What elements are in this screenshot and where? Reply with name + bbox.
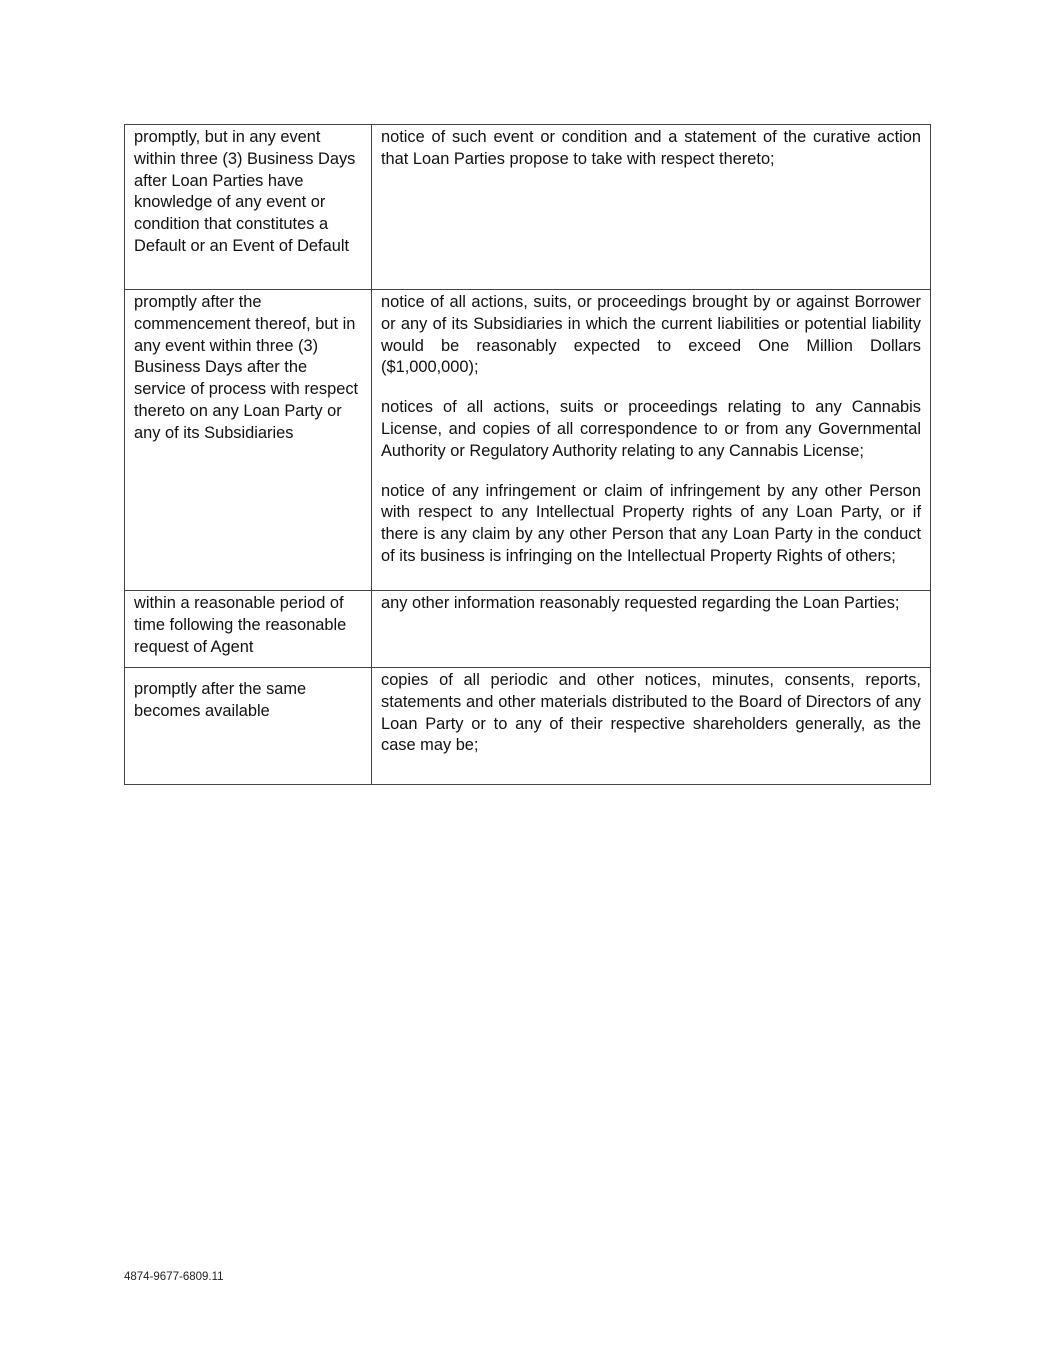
content-paragraph: notices of all actions, suits or proceedings relating to any Cannabis License, and copies of all correspondence to or from any Governmental Authority or Regulatory Authority relating to any Cannabis License; xyxy=(381,398,921,460)
table-row xyxy=(125,290,931,591)
content-cell xyxy=(372,125,931,290)
table-row xyxy=(125,668,931,785)
content-cell xyxy=(372,591,931,668)
content-cell xyxy=(372,668,931,785)
timing-cell: within a reasonable period of time following the reasonable request of Agent xyxy=(125,591,372,668)
content-paragraph: copies of all periodic and other notices, minutes, consents, reports, statements and other materials distributed to the Board of Directors of any Loan Party or to any of their respective shareholders generally, as the case may be; xyxy=(381,671,921,755)
document-id-footer: 4874-9677-6809.11 xyxy=(124,1271,224,1283)
reporting-requirements-table xyxy=(124,124,931,785)
table-row xyxy=(125,591,931,668)
timing-cell: promptly after the same becomes available xyxy=(125,668,372,785)
content-paragraph: notice of all actions, suits, or proceedings brought by or against Borrower or any of its Subsidiaries in which the current liabilities or potential liability would be reasonably expected to exceed One Million Dollars ($1,000,000); xyxy=(381,293,921,377)
timing-cell: promptly after the commencement thereof, but in any event within three (3) Business Days after the service of process with respect thereto on any Loan Party or any of its Subsidiaries xyxy=(125,290,372,591)
content-paragraph: notice of any infringement or claim of infringement by any other Person with respect to any Intellectual Property rights of any Loan Party, or if there is any claim by any other Person that any Loan Party in the conduct of its business is infringing on the Intellectual Property Rights of others; xyxy=(381,481,921,565)
content-cell xyxy=(372,290,931,591)
content-paragraph: any other information reasonably requested regarding the Loan Parties; xyxy=(381,594,900,612)
timing-cell: promptly, but in any event within three (3) Business Days after Loan Parties have knowledge of any event or condition that constitutes a Default or an Event of Default xyxy=(125,125,372,290)
content-paragraph: notice of such event or condition and a statement of the curative action that Loan Parties propose to take with respect thereto; xyxy=(381,128,921,168)
table-row xyxy=(125,125,931,290)
